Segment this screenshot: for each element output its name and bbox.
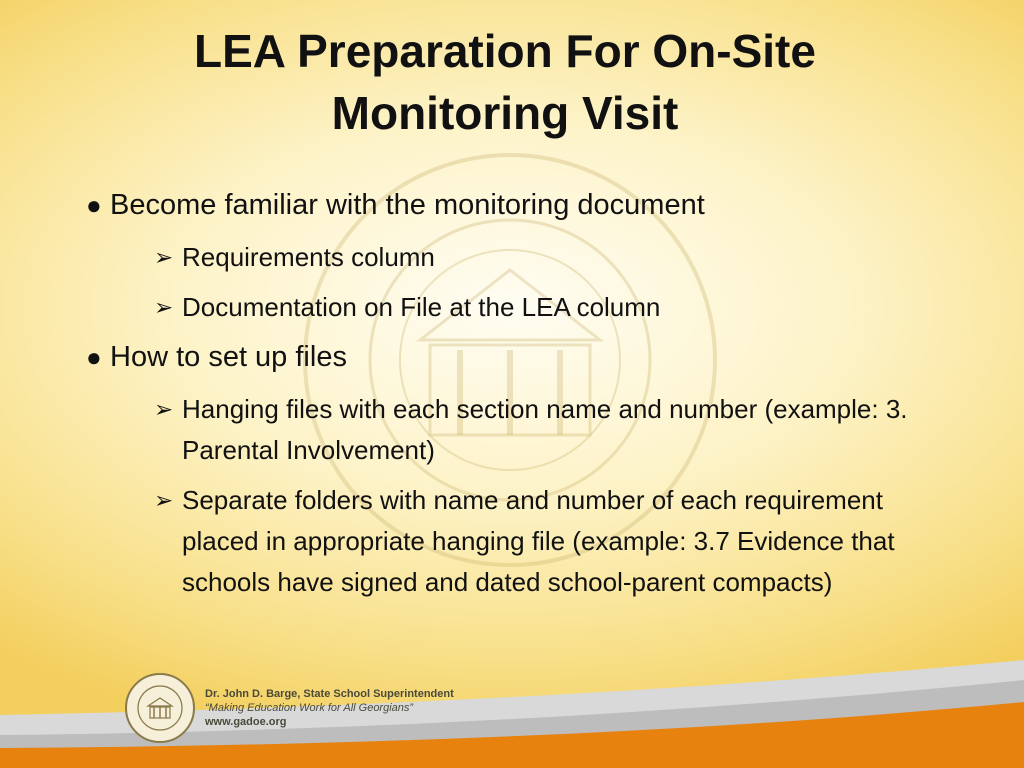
- footer-url[interactable]: www.gadoe.org: [205, 716, 287, 728]
- sub-bullet-item: [154, 287, 922, 328]
- sub-bullet-item: [154, 480, 922, 603]
- arrow-bullet-icon: ➢: [154, 396, 174, 422]
- sub-bullet-text: Separate folders with name and number of each requirement placed in appropriate hanging file (example: 3.7 Evidence that schools have signed and dated school-parent compacts): [182, 485, 895, 597]
- superintendent-name: Dr. John D. Barge, State School Superintendent: [205, 688, 454, 700]
- bullet-dot-icon: ●: [86, 342, 102, 372]
- sub-bullet-text: Hanging files with each section name and number (example: 3. Parental Involvement): [182, 394, 908, 465]
- sub-bullet-text: Documentation on File at the LEA column: [182, 292, 661, 322]
- sub-bullet-text: Requirements column: [182, 242, 435, 272]
- bullet-list: [78, 185, 928, 612]
- bullet-item: [78, 337, 928, 377]
- bullet-text: How to set up files: [110, 341, 347, 373]
- bullet-dot-icon: ●: [86, 190, 102, 220]
- footer-text: [205, 687, 454, 729]
- title-line-2: Monitoring Visit: [331, 87, 679, 139]
- arrow-bullet-icon: ➢: [154, 244, 174, 270]
- department-of-education-logo: [124, 672, 196, 744]
- sub-bullet-item: [154, 237, 922, 278]
- arrow-bullet-icon: ➢: [154, 294, 174, 320]
- sub-bullet-item: [154, 389, 922, 471]
- arrow-bullet-icon: ➢: [154, 487, 174, 513]
- slide-title: [100, 20, 910, 144]
- bullet-text: Become familiar with the monitoring document: [110, 189, 705, 221]
- footer-motto: “Making Education Work for All Georgians”: [205, 702, 414, 714]
- bullet-item: [78, 185, 928, 225]
- title-line-1: LEA Preparation For On-Site: [194, 25, 816, 77]
